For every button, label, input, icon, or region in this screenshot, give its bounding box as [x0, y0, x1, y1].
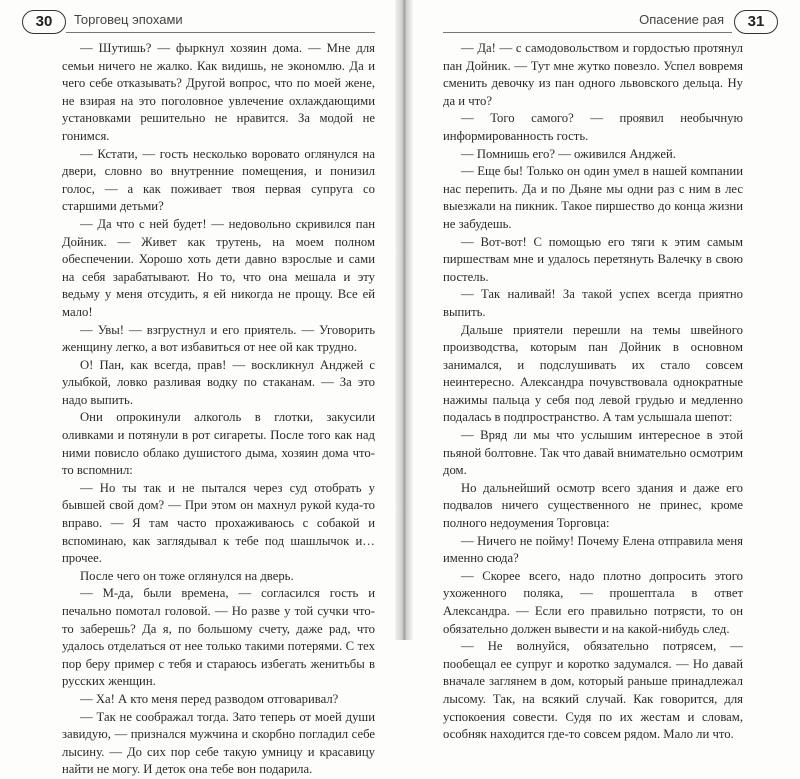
right-page-text	[443, 40, 743, 744]
paragraph: — Еще бы! Только он один умел в нашей компании нас перепить. Да и по Дьяне мы одни раз с ним в лес выезжали на пикник. Такое пиршество до конца жизни не забудешь.	[443, 164, 743, 231]
paragraph: — Так наливай! За такой успех всегда приятно выпить.	[443, 287, 743, 319]
paragraph: — Ничего не пойму! Почему Елена отправила меня именно сюда?	[443, 533, 743, 566]
right-page	[413, 0, 800, 742]
right-page-number: 31	[734, 10, 778, 34]
paragraph: — М-да, были времена, — согласился гость и печально помотал головой. — Но разве у той сучки что-то заберешь? Да я, по большому счету, даже рад, что удалось отделаться от нее только такими потерями. С тех пор беру пример с тебя и стараюсь избегать женитьбы в русских женщин.	[62, 586, 375, 689]
book-gutter	[395, 0, 413, 640]
paragraph: — Да что с ней будет! — недовольно скривился пан Дойник. — Живет как трутень, на моем полном обеспечении. Хорошо хоть дети давно взрослые и сами на себя зарабатывают. Но то, что она мешала и эту ведьму у меня отсудить, я ей никогда не прощу. Все ей мало!	[62, 216, 375, 319]
paragraph: — Скорее всего, надо плотно допросить этого ухоженного поляка, — прошептала в ответ Александра. — Если его правильно потрясти, то он обязательно должен вывести и на какой-нибудь след.	[443, 568, 743, 636]
paragraph: — Кстати, — гость несколько вороватo оглянулся на двери, словно во внутренние помещения, и понизил голос, — а как поживает твоя первая супруга со старшими детьми?	[62, 146, 375, 214]
left-page-text	[62, 40, 375, 779]
paragraph: — Ха! А кто меня перед разводом отговаривал?	[80, 691, 339, 706]
left-header-rule	[66, 32, 375, 33]
paragraph: — Не волнуйся, обязательно потрясем, — пообещал ее супруг и коротко задумался. — Но давай вначале заглянем в дом, который раньше принадлежал лысому. Так, на всякий случай. Как говорится, для успокоения совести. Судя по их жестам и словам, особняк находится где-то совсем рядом. Мало ли что.	[443, 639, 743, 742]
paragraph: — Да! — с самодовольством и гордостью протянул пан Дойник. — Тут мне жутко повезло. Успел вовремя сменить девочку из пан одного львовского дельца. Ну да и что?	[443, 41, 743, 108]
left-page	[0, 0, 395, 777]
paragraph: Они опрокинули алкоголь в глотки, закусили оливками и потянули в рот сигареты. После того как над ними повисло облако душистого дыма, хозяин дома что-то вспомнил:	[62, 410, 375, 478]
paragraph: О! Пан, как всегда, прав! — воскликнул Анджей с улыбкой, ловко разливая водку по стаканам. — За это надо выпить.	[62, 357, 375, 407]
left-running-title: Торговец эпохами	[74, 12, 183, 27]
paragraph: После чего он тоже оглянулся на дверь.	[80, 568, 294, 583]
paragraph: — Так не соображал тогда. Зато теперь от моей души завидую, — признался мужчина и скорбно погладил себе лысину. — До сих пор себе такую умницу и красавицу найти не могу. И деток она тебе вон подарила.	[62, 709, 375, 777]
paragraph: — Того самого? — проявил необычную информированность гость.	[443, 111, 743, 143]
paragraph: — Шутишь? — фыркнул хозяин дома. — Мне для семьи ничего не жалко. Как видишь, не экономлю. Да и чего себе отказывать? Другой вопрос, что по моей жене, не взирая на это поголовное увлечение охлаждающими установками решительно не нравится. За модой не гонимся.	[62, 41, 375, 143]
right-header-rule	[443, 32, 732, 33]
paragraph: — Увы! — взгрустнул и его приятель. — Уговорить женщину легко, а вот избавиться от нее ой как трудно.	[62, 322, 375, 355]
left-page-number: 30	[22, 10, 66, 34]
left-page-header	[0, 8, 395, 36]
paragraph: — Но ты так и не пытался через суд отобрать у бывшей свой дом? — При этом он махнул рукой куда-то вправо. — Я там часто прохаживаюсь с собакой и вспоминаю, как заглядывал к тебе под шашлычок и… прочее.	[62, 480, 375, 566]
paragraph: — Помнишь его? — оживился Анджей.	[461, 146, 676, 161]
right-running-title: Опасение рая	[639, 12, 724, 27]
paragraph: Но дальнейший осмотр всего здания и даже его подвалов ничего существенного не принес, кроме полного недоумения Торговца:	[443, 480, 743, 531]
right-page-header	[413, 8, 800, 36]
paragraph: Дальше приятели перешли на темы швейного производства, которым пан Дойник в основном занимался, и подслушивать их стало совсем неинтересно. Александра почувствовала однократные нажимы пальца у себя под левой грудью и медленно подалась в подпространство. А там услышала шепот:	[443, 322, 743, 425]
paragraph: — Вряд ли мы что услышим интересное в этой пьяной болтовне. Так что давай внимательно осмотрим дом.	[443, 428, 743, 478]
paragraph: — Вот-вот! С помощью его тяги к этим самым пиршествам мне и удалось перетянуть Валечку в свою постель.	[443, 234, 743, 284]
